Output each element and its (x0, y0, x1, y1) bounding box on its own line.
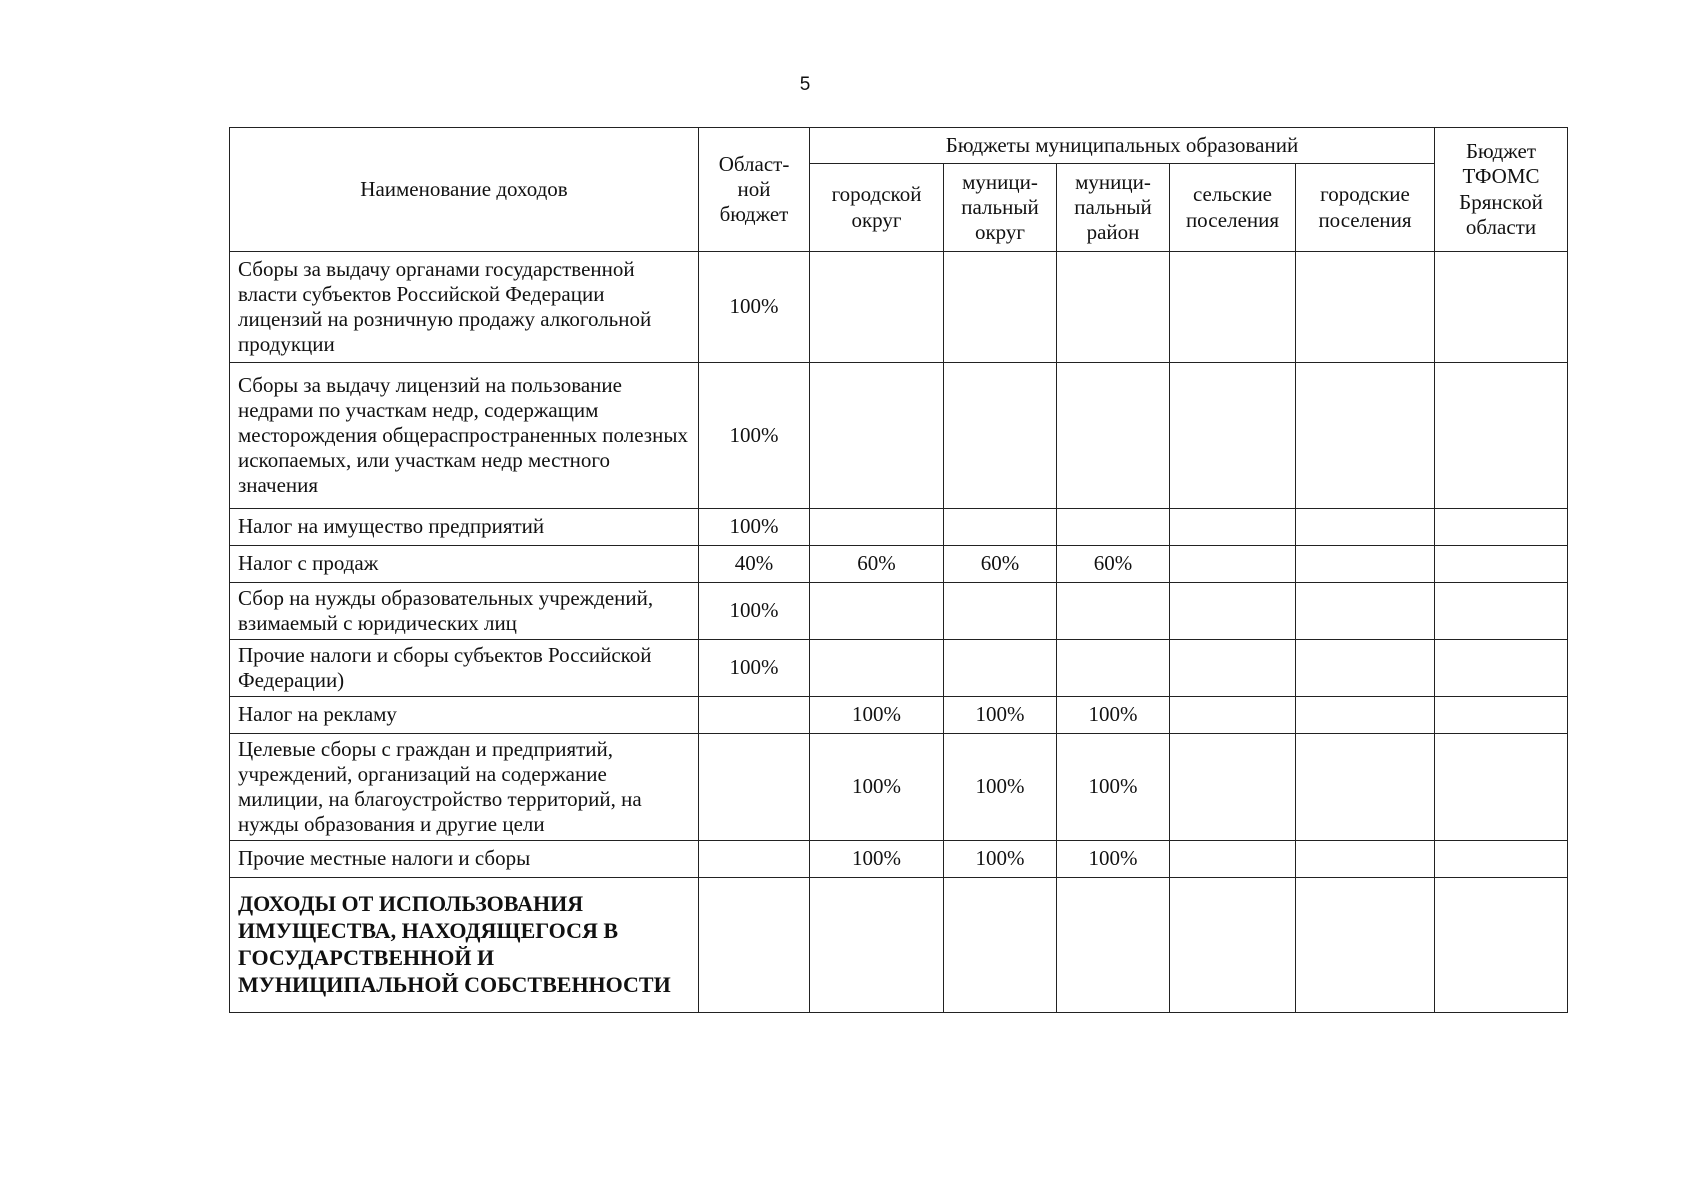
share-cell-rural-settlements (1170, 640, 1296, 697)
share-cell-rural-settlements (1170, 363, 1296, 509)
share-cell-rural-settlements (1170, 697, 1296, 734)
share-cell-regional (699, 841, 810, 878)
share-cell-regional: 100% (699, 640, 810, 697)
table-row (230, 878, 1568, 1013)
page-number: 5 (799, 74, 811, 95)
share-cell-regional: 100% (699, 363, 810, 509)
table-row (230, 509, 1568, 546)
share-cell-municipal-okrug: 100% (944, 841, 1057, 878)
share-cell-municipal-raion: 100% (1057, 841, 1170, 878)
table-row (230, 734, 1568, 841)
share-cell-tfoms (1435, 363, 1568, 509)
share-cell-regional: 100% (699, 583, 810, 640)
header-rural-settlements: сельские поселения (1170, 164, 1296, 252)
share-cell-urban-settlements (1296, 878, 1435, 1013)
revenue-name-cell: Сборы за выдачу лицензий на пользование недрами по участкам недр, содержащим месторождения общераспространенных полезных ископаемых, или участкам недр местного значения (230, 363, 699, 509)
share-cell-municipal-okrug: 100% (944, 697, 1057, 734)
share-cell-tfoms (1435, 697, 1568, 734)
share-cell-tfoms (1435, 252, 1568, 363)
share-cell-tfoms (1435, 546, 1568, 583)
share-cell-municipal-okrug (944, 878, 1057, 1013)
share-cell-city-district: 100% (810, 841, 944, 878)
share-cell-municipal-raion (1057, 583, 1170, 640)
share-cell-urban-settlements (1296, 509, 1435, 546)
revenue-name-cell: Налог на имущество предприятий (230, 509, 699, 546)
header-revenue-name: Наименование доходов (230, 128, 699, 252)
share-cell-rural-settlements (1170, 583, 1296, 640)
share-cell-tfoms (1435, 734, 1568, 841)
share-cell-city-district (810, 252, 944, 363)
revenue-name-cell: Налог с продаж (230, 546, 699, 583)
share-cell-municipal-okrug (944, 363, 1057, 509)
header-municipal-budgets: Бюджеты муниципальных образований (810, 128, 1435, 164)
share-cell-municipal-raion (1057, 878, 1170, 1013)
share-cell-city-district: 100% (810, 697, 944, 734)
share-cell-city-district (810, 363, 944, 509)
share-cell-city-district: 60% (810, 546, 944, 583)
share-cell-regional: 100% (699, 252, 810, 363)
header-municipal-okrug: муници- пальный округ (944, 164, 1057, 252)
share-cell-rural-settlements (1170, 546, 1296, 583)
share-cell-city-district (810, 509, 944, 546)
share-cell-municipal-okrug (944, 509, 1057, 546)
revenue-name-cell: ДОХОДЫ ОТ ИСПОЛЬЗОВАНИЯ ИМУЩЕСТВА, НАХОДЯЩЕГОСЯ В ГОСУДАРСТВЕННОЙ И МУНИЦИПАЛЬНОЙ СОБСТВЕННОСТИ (230, 878, 699, 1013)
share-cell-tfoms (1435, 640, 1568, 697)
table-body (230, 252, 1568, 1013)
share-cell-municipal-raion (1057, 640, 1170, 697)
share-cell-city-district (810, 640, 944, 697)
share-cell-municipal-okrug (944, 583, 1057, 640)
revenue-distribution-table (229, 127, 1568, 1013)
share-cell-rural-settlements (1170, 841, 1296, 878)
share-cell-city-district (810, 583, 944, 640)
share-cell-municipal-okrug (944, 252, 1057, 363)
share-cell-municipal-okrug: 100% (944, 734, 1057, 841)
share-cell-municipal-raion: 100% (1057, 697, 1170, 734)
header-city-district: городской округ (810, 164, 944, 252)
share-cell-municipal-raion (1057, 252, 1170, 363)
table-row (230, 583, 1568, 640)
share-cell-urban-settlements (1296, 546, 1435, 583)
share-cell-urban-settlements (1296, 697, 1435, 734)
header-municipal-raion: муници- пальный район (1057, 164, 1170, 252)
table-row (230, 252, 1568, 363)
share-cell-municipal-raion (1057, 509, 1170, 546)
share-cell-municipal-okrug: 60% (944, 546, 1057, 583)
share-cell-municipal-raion: 100% (1057, 734, 1170, 841)
share-cell-urban-settlements (1296, 583, 1435, 640)
table-row (230, 640, 1568, 697)
table-row (230, 697, 1568, 734)
share-cell-regional (699, 734, 810, 841)
share-cell-tfoms (1435, 509, 1568, 546)
table-header (230, 128, 1568, 252)
share-cell-regional: 40% (699, 546, 810, 583)
header-urban-settlements: городские поселения (1296, 164, 1435, 252)
share-cell-rural-settlements (1170, 878, 1296, 1013)
share-cell-tfoms (1435, 841, 1568, 878)
share-cell-urban-settlements (1296, 640, 1435, 697)
table-row (230, 363, 1568, 509)
share-cell-regional: 100% (699, 509, 810, 546)
share-cell-urban-settlements (1296, 252, 1435, 363)
share-cell-municipal-raion: 60% (1057, 546, 1170, 583)
share-cell-regional (699, 878, 810, 1013)
table-row (230, 841, 1568, 878)
share-cell-tfoms (1435, 583, 1568, 640)
share-cell-urban-settlements (1296, 734, 1435, 841)
revenue-name-cell: Прочие местные налоги и сборы (230, 841, 699, 878)
table-row (230, 546, 1568, 583)
share-cell-regional (699, 697, 810, 734)
share-cell-rural-settlements (1170, 252, 1296, 363)
share-cell-municipal-okrug (944, 640, 1057, 697)
share-cell-municipal-raion (1057, 363, 1170, 509)
header-tfoms-budget: Бюджет ТФОМС Брянской области (1435, 128, 1568, 252)
revenue-name-cell: Налог на рекламу (230, 697, 699, 734)
share-cell-rural-settlements (1170, 509, 1296, 546)
share-cell-city-district (810, 878, 944, 1013)
share-cell-urban-settlements (1296, 841, 1435, 878)
revenue-name-cell: Сборы за выдачу органами государственной власти субъектов Российской Федерации лицензий на розничную продажу алкогольной продукции (230, 252, 699, 363)
revenue-name-cell: Целевые сборы с граждан и предприятий, учреждений, организаций на содержание милиции, на благоустройство территорий, на нужды образования и другие цели (230, 734, 699, 841)
share-cell-urban-settlements (1296, 363, 1435, 509)
share-cell-tfoms (1435, 878, 1568, 1013)
share-cell-city-district: 100% (810, 734, 944, 841)
revenue-name-cell: Прочие налоги и сборы субъектов Российской Федерации) (230, 640, 699, 697)
header-regional-budget: Област- ной бюджет (699, 128, 810, 252)
revenue-name-cell: Сбор на нужды образовательных учреждений, взимаемый с юридических лиц (230, 583, 699, 640)
share-cell-rural-settlements (1170, 734, 1296, 841)
